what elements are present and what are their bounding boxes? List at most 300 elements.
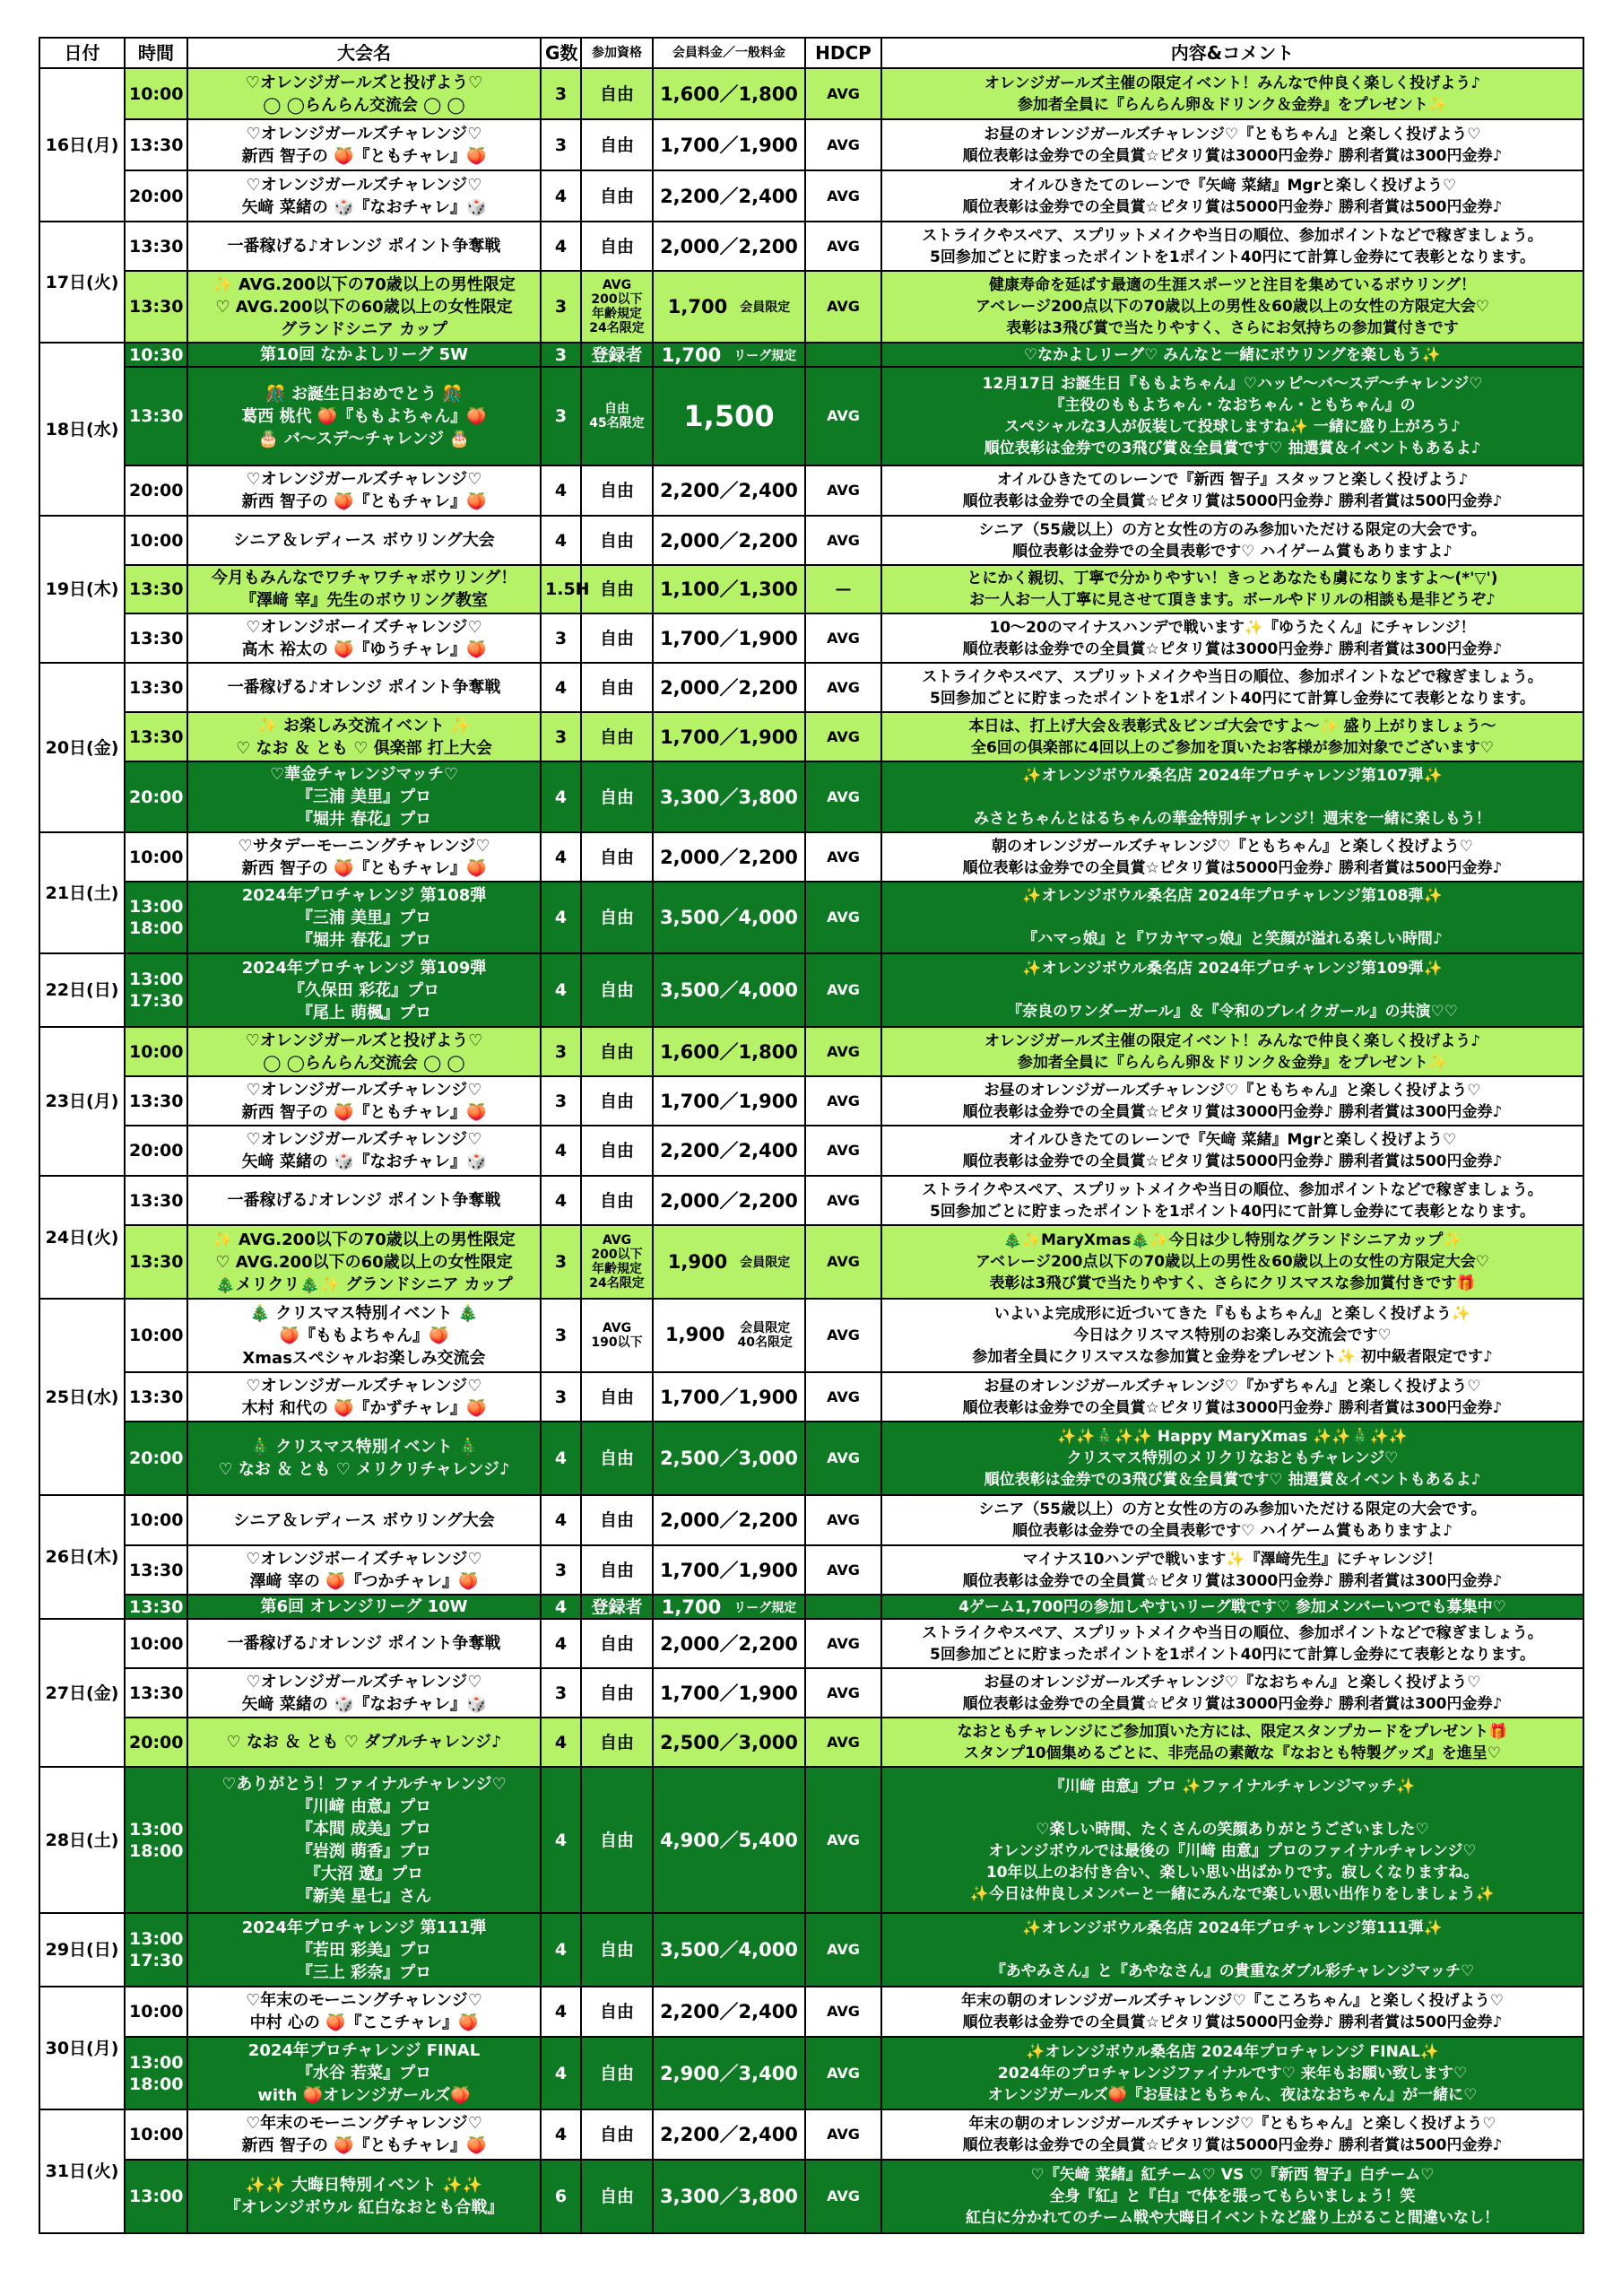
comment-line: 順位表彰は金券での全員賞☆ピタリ賞は5000円金券♪ 勝利者賞は500円金券♪ bbox=[962, 1152, 1503, 1170]
comment-line: ✨今日は仲良しメンバーと一緒にみんなで楽しい思い出作りをしましょう✨ bbox=[969, 1884, 1496, 1903]
qual-line: 自由 bbox=[599, 481, 634, 500]
event-row bbox=[39, 1767, 1583, 1913]
event-name bbox=[187, 2109, 541, 2160]
time-line: 13:30 bbox=[129, 1252, 184, 1272]
qual-line: 自由 bbox=[599, 83, 634, 104]
event-name bbox=[187, 1668, 541, 1718]
comment-line: 紅白に分かれてのチーム戦や大晦日イベントなど盛り上がること間違いなし！ bbox=[966, 2209, 1499, 2227]
event-hdcp: AVG bbox=[805, 1619, 881, 1668]
event-comment bbox=[881, 882, 1583, 953]
name-line: ♡ AVG.200以下の60歳以上の女性限定 bbox=[215, 297, 513, 317]
comment-line: いよいよ完成形に近づいてきた『ももよちゃん』と楽しく投げよう✨ bbox=[993, 1305, 1471, 1323]
event-hdcp: AVG bbox=[805, 1913, 881, 1987]
event-name bbox=[187, 343, 541, 367]
event-hdcp: AVG bbox=[805, 2037, 881, 2109]
name-line: ♡オレンジガールズと投げよう♡ bbox=[245, 73, 483, 92]
fee-note-line: 会員限定 bbox=[740, 1256, 791, 1270]
fee-line: 3,300／3,800 bbox=[660, 2186, 798, 2207]
event-qualification bbox=[581, 2109, 653, 2160]
name-line: 矢﨑 菜緒の 🎲『なおチャレ』🎲 bbox=[241, 1152, 487, 1171]
event-hdcp: AVG bbox=[805, 1372, 881, 1422]
event-qualification bbox=[581, 1913, 653, 1987]
day-label: 29日(日) bbox=[39, 1913, 125, 1987]
comment-line: スペシャルな3人が仮装して投球しますね✨ 一緒に盛り上がろう♪ bbox=[1004, 418, 1461, 436]
qual-line: 自由 bbox=[599, 236, 634, 257]
comment-line bbox=[886, 787, 1579, 808]
header-fee: 会員料金／一般料金 bbox=[653, 38, 805, 68]
event-games: 3 bbox=[541, 1668, 581, 1718]
event-comment bbox=[881, 465, 1583, 516]
qual-line: 45名限定 bbox=[589, 416, 645, 430]
event-hdcp: AVG bbox=[805, 1718, 881, 1767]
name-line: 一番稼げる♪オレンジ ポイント争奪戦 bbox=[227, 1191, 501, 1210]
event-comment bbox=[881, 1913, 1583, 1987]
event-time bbox=[125, 170, 187, 222]
event-qualification bbox=[581, 1545, 653, 1595]
event-time bbox=[125, 1027, 187, 1076]
event-name bbox=[187, 832, 541, 882]
name-line: ♡年末のモーニングチャレンジ♡ bbox=[246, 2114, 482, 2133]
event-name bbox=[187, 2160, 541, 2233]
event-row bbox=[39, 170, 1583, 222]
comment-line: オイルひきたてのレーンで『矢﨑 菜緒』Mgrと楽しく投げよう♡ bbox=[1008, 176, 1457, 195]
name-line: with 🍑オレンジガールズ🍑 bbox=[257, 2086, 471, 2105]
event-qualification bbox=[581, 565, 653, 613]
name-line: 2024年プロチャレンジ FINAL bbox=[247, 2041, 481, 2060]
event-qualification bbox=[581, 1987, 653, 2037]
fee-note bbox=[740, 1256, 790, 1270]
day-label: 19日(木) bbox=[39, 516, 125, 663]
time-line: 10:00 bbox=[129, 2125, 184, 2144]
comment-line: お昼のオレンジガールズチャレンジ♡『かずちゃん』と楽しく投げよう♡ bbox=[984, 1377, 1481, 1396]
day-label: 31日(火) bbox=[39, 2109, 125, 2233]
event-comment bbox=[881, 1076, 1583, 1126]
event-qualification bbox=[581, 953, 653, 1027]
event-hdcp bbox=[805, 343, 881, 367]
name-line: ♡オレンジガールズチャレンジ♡ bbox=[246, 1376, 482, 1396]
name-line: ♡オレンジボーイズチャレンジ♡ bbox=[246, 1549, 482, 1569]
time-line: 10:00 bbox=[129, 847, 184, 867]
event-name bbox=[187, 367, 541, 465]
qual-line: 自由 bbox=[599, 2187, 634, 2206]
event-qualification bbox=[581, 1299, 653, 1372]
event-time bbox=[125, 68, 187, 119]
comment-line: 年末の朝のオレンジガールズチャレンジ♡『ともちゃん』と楽しく投げよう♡ bbox=[968, 2115, 1496, 2133]
day-label: 16日(月) bbox=[39, 68, 125, 222]
event-qualification bbox=[581, 222, 653, 271]
qual-line: 自由 bbox=[599, 2002, 634, 2022]
qual-line: 年齢規定 bbox=[592, 307, 642, 321]
event-row bbox=[39, 761, 1583, 832]
event-time bbox=[125, 2109, 187, 2160]
event-hdcp: AVG bbox=[805, 1126, 881, 1176]
event-qualification bbox=[581, 663, 653, 712]
qual-line: 自由 bbox=[599, 726, 634, 747]
comment-line: 順位表彰は金券での3飛び賞＆全員賞です♡ 抽選賞＆イベントもあるよ♪ bbox=[984, 439, 1481, 457]
name-line: 『岩渕 萌香』プロ bbox=[296, 1841, 432, 1861]
time-line: 13:30 bbox=[129, 726, 184, 747]
event-row bbox=[39, 1176, 1583, 1225]
name-line: 『川﨑 由意』プロ bbox=[296, 1796, 432, 1816]
event-row bbox=[39, 613, 1583, 663]
comment-line: マイナス10ハンデで戦います✨『澤﨑先生』にチャレンジ！ bbox=[1022, 1550, 1443, 1569]
event-time bbox=[125, 465, 187, 516]
fee-line: 3,500／4,000 bbox=[660, 1939, 798, 1961]
fee-line: 2,000／2,200 bbox=[660, 235, 798, 257]
qual-line: 自由 bbox=[599, 1560, 634, 1580]
comment-line: 全身『紅』と『白』で体を張ってもらいましょう！笑 bbox=[1049, 2187, 1416, 2205]
name-line: 新西 智子の 🍑『ともチャレ』🍑 bbox=[241, 858, 487, 878]
event-games: 4 bbox=[541, 663, 581, 712]
event-fee bbox=[653, 367, 805, 465]
qual-line: 自由 bbox=[599, 135, 634, 155]
event-row bbox=[39, 1027, 1583, 1076]
event-hdcp: AVG bbox=[805, 119, 881, 170]
event-qualification bbox=[581, 761, 653, 832]
name-line: ✨ お楽しみ交流イベント ✨ bbox=[257, 716, 471, 735]
comment-line: 10～20のマイナスハンデで戦います✨『ゆうたくん』にチャレンジ！ bbox=[989, 618, 1476, 637]
comment-line: オレンジガールズ主催の限定イベント！みんなで仲良く楽しく投げよう♪ bbox=[984, 74, 1481, 92]
event-fee bbox=[653, 1668, 805, 1718]
event-comment bbox=[881, 170, 1583, 222]
event-hdcp: AVG bbox=[805, 613, 881, 663]
day-label: 30日(月) bbox=[39, 1987, 125, 2109]
header-name: 大会名 bbox=[187, 38, 541, 68]
event-games: 4 bbox=[541, 516, 581, 565]
event-time bbox=[125, 1913, 187, 1987]
event-fee bbox=[653, 1225, 805, 1299]
event-name bbox=[187, 1372, 541, 1422]
comment-line: シニア（55歳以上）の方と女性の方のみ参加いただける限定の大会です。 bbox=[978, 1500, 1487, 1518]
name-line: 『三浦 美里』プロ bbox=[296, 787, 432, 806]
fee-note-line: 40名限定 bbox=[737, 1335, 793, 1350]
event-time bbox=[125, 1987, 187, 2037]
event-qualification bbox=[581, 832, 653, 882]
time-line: 13:30 bbox=[129, 1683, 184, 1703]
event-time bbox=[125, 1225, 187, 1299]
event-row bbox=[39, 1126, 1583, 1176]
event-row bbox=[39, 1422, 1583, 1495]
event-hdcp: AVG bbox=[805, 761, 881, 832]
schedule-sheet bbox=[39, 37, 1583, 2234]
event-fee bbox=[653, 1422, 805, 1495]
event-name bbox=[187, 271, 541, 343]
qual-line: 自由 bbox=[599, 186, 634, 206]
event-hdcp: ― bbox=[805, 565, 881, 613]
event-qualification bbox=[581, 1225, 653, 1299]
event-time bbox=[125, 663, 187, 712]
event-qualification bbox=[581, 1767, 653, 1913]
event-qualification bbox=[581, 613, 653, 663]
name-line: 🎄 クリスマス特別イベント 🎄 bbox=[249, 1303, 479, 1323]
name-line: ♡サタデーモーニングチャレンジ♡ bbox=[238, 836, 490, 856]
event-time bbox=[125, 2037, 187, 2109]
event-time bbox=[125, 1076, 187, 1126]
event-games: 4 bbox=[541, 1913, 581, 1987]
event-name bbox=[187, 663, 541, 712]
name-line: 🎊 お誕生日おめでとう 🎊 bbox=[265, 384, 463, 404]
comment-line bbox=[886, 1939, 1579, 1961]
time-line: 13:00 bbox=[129, 897, 184, 917]
event-games: 3 bbox=[541, 1372, 581, 1422]
event-time bbox=[125, 271, 187, 343]
event-time bbox=[125, 953, 187, 1027]
qual-line: 自由 bbox=[599, 1510, 634, 1530]
day-label: 22日(日) bbox=[39, 953, 125, 1027]
name-line: 矢﨑 菜緒の 🎲『なおチャレ』🎲 bbox=[241, 197, 487, 217]
name-line: シニア＆レディース ボウリング大会 bbox=[233, 1510, 495, 1530]
name-line: シニア＆レディース ボウリング大会 bbox=[233, 531, 495, 550]
event-name bbox=[187, 1299, 541, 1372]
time-line: 13:30 bbox=[129, 1387, 184, 1407]
time-line: 20:00 bbox=[129, 1448, 184, 1468]
time-line: 17:30 bbox=[129, 991, 184, 1011]
time-line: 20:00 bbox=[129, 186, 184, 206]
name-line: 『本間 成美』プロ bbox=[296, 1819, 432, 1839]
event-qualification bbox=[581, 516, 653, 565]
event-games: 4 bbox=[541, 2037, 581, 2109]
name-line: 『尾上 萌楓』プロ bbox=[296, 1003, 432, 1022]
event-fee bbox=[653, 119, 805, 170]
comment-line: 『ハマっ娘』と『ワカヤマっ娘』と笑顔が溢れる楽しい時間♪ bbox=[1022, 930, 1443, 948]
event-hdcp: AVG bbox=[805, 882, 881, 953]
comment-line: お昼のオレンジガールズチャレンジ♡『ともちゃん』と楽しく投げよう♡ bbox=[984, 1081, 1481, 1100]
event-time bbox=[125, 565, 187, 613]
time-line: 13:00 bbox=[129, 970, 184, 989]
fee-note bbox=[740, 300, 790, 315]
time-line: 17:30 bbox=[129, 1951, 184, 1970]
comment-line: 全6回の倶楽部に4回以上のご参加を頂いたお客様が参加対象でございます♡ bbox=[971, 738, 1494, 757]
comment-line: 順位表彰は金券での全員賞☆ピタリ賞は5000円金券♪ 勝利者賞は500円金券♪ bbox=[962, 2136, 1503, 2154]
event-name bbox=[187, 2037, 541, 2109]
comment-line: 5回参加ごとに貯まったポイントを1ポイント40円にて計算し金券にて表彰となります。 bbox=[930, 1202, 1535, 1221]
qual-line: 登録者 bbox=[591, 344, 643, 365]
event-time bbox=[125, 761, 187, 832]
event-games: 3 bbox=[541, 1545, 581, 1595]
event-games: 3 bbox=[541, 712, 581, 761]
event-comment bbox=[881, 1668, 1583, 1718]
event-fee bbox=[653, 761, 805, 832]
name-line: 『三浦 美里』プロ bbox=[296, 908, 432, 927]
event-time bbox=[125, 1619, 187, 1668]
comment-line: アベレージ200点以下の70歳以上の男性＆60歳以上の女性の方限定大会♡ bbox=[975, 298, 1490, 316]
fee-line: 2,500／3,000 bbox=[660, 1731, 798, 1753]
fee-line: 1,700／1,900 bbox=[660, 1559, 798, 1581]
event-name bbox=[187, 222, 541, 271]
event-name bbox=[187, 1767, 541, 1913]
comment-line: 2024年のプロチャレンジファイナルです♡ 来年もお願い致します♡ bbox=[997, 2064, 1468, 2083]
header-row bbox=[39, 38, 1583, 68]
event-qualification bbox=[581, 712, 653, 761]
event-hdcp: AVG bbox=[805, 1225, 881, 1299]
event-fee bbox=[653, 68, 805, 119]
fee-note bbox=[733, 1601, 796, 1615]
event-fee bbox=[653, 832, 805, 882]
comment-line: 年末の朝のオレンジガールズチャレンジ♡『こころちゃん』と楽しく投げよう♡ bbox=[960, 1992, 1505, 2010]
comment-line: アベレージ200点以下の70歳以上の男性＆60歳以上の女性の方限定大会♡ bbox=[975, 1253, 1490, 1271]
name-line: 一番稼げる♪オレンジ ポイント争奪戦 bbox=[227, 1634, 501, 1653]
event-games: 4 bbox=[541, 1126, 581, 1176]
event-fee bbox=[653, 465, 805, 516]
event-name bbox=[187, 761, 541, 832]
event-time bbox=[125, 882, 187, 953]
day-label: 28日(土) bbox=[39, 1767, 125, 1913]
event-row bbox=[39, 1225, 1583, 1299]
event-fee bbox=[653, 663, 805, 712]
time-line: 20:00 bbox=[129, 1732, 184, 1752]
qual-line: 自由 bbox=[599, 1041, 634, 1062]
event-games: 4 bbox=[541, 170, 581, 222]
name-line: 澤﨑 宰の 🍑『つかチャレ』🍑 bbox=[249, 1571, 479, 1591]
qual-line: 自由 bbox=[599, 628, 634, 648]
event-games: 1.5H bbox=[541, 565, 581, 613]
day-label: 26日(木) bbox=[39, 1495, 125, 1619]
event-games: 4 bbox=[541, 1718, 581, 1767]
event-fee bbox=[653, 1372, 805, 1422]
name-line: ♡ありがとう！ファイナルチャレンジ♡ bbox=[221, 1774, 507, 1794]
event-name bbox=[187, 68, 541, 119]
qual-line: 自由 bbox=[599, 1830, 634, 1850]
name-line: 『オレンジボウル 紅白なおとも合戦』 bbox=[224, 2198, 504, 2217]
event-fee bbox=[653, 712, 805, 761]
name-line: 『大沼 遼』プロ bbox=[304, 1864, 424, 1883]
qual-line: 自由 bbox=[604, 402, 629, 416]
name-line: ✨ AVG.200以下の70歳以上の男性限定 bbox=[213, 1230, 516, 1249]
event-hdcp: AVG bbox=[805, 1299, 881, 1372]
event-fee bbox=[653, 1767, 805, 1913]
event-games: 4 bbox=[541, 1422, 581, 1495]
time-line: 13:30 bbox=[129, 579, 184, 599]
event-fee bbox=[653, 343, 805, 367]
event-row bbox=[39, 343, 1583, 367]
time-line: 13:30 bbox=[129, 1560, 184, 1580]
time-line: 18:00 bbox=[129, 918, 184, 938]
event-row bbox=[39, 1299, 1583, 1372]
event-row bbox=[39, 68, 1583, 119]
fee-line: 2,200／2,400 bbox=[660, 2001, 798, 2022]
day-label: 27日(金) bbox=[39, 1619, 125, 1767]
comment-line: ♡『矢﨑 菜緒』紅チーム♡ VS ♡『新西 智子』白チーム♡ bbox=[1030, 2166, 1435, 2184]
fee-line: 2,000／2,200 bbox=[660, 676, 798, 699]
event-qualification bbox=[581, 343, 653, 367]
event-qualification bbox=[581, 1619, 653, 1668]
name-line: ♡ なお ＆ とも ♡ 倶楽部 打上大会 bbox=[236, 738, 492, 758]
comment-line: 順位表彰は金券での全員賞☆ピタリ賞は3000円金券♪ 勝利者賞は300円金券♪ bbox=[962, 1694, 1503, 1713]
fee-main: 1,700 bbox=[661, 1596, 722, 1618]
time-line: 10:30 bbox=[129, 344, 184, 365]
event-fee bbox=[653, 1076, 805, 1126]
event-name bbox=[187, 465, 541, 516]
event-name bbox=[187, 712, 541, 761]
event-name bbox=[187, 1718, 541, 1767]
comment-line: オイルひきたてのレーンで『新西 智子』スタッフと楽しく投げよう♪ bbox=[996, 471, 1469, 489]
event-qualification bbox=[581, 170, 653, 222]
event-time bbox=[125, 119, 187, 170]
comment-line bbox=[886, 979, 1579, 1001]
fee-line: 1,700／1,900 bbox=[660, 1682, 798, 1704]
comment-line: 『川﨑 由意』プロ ✨ファイナルチャレンジマッチ✨ bbox=[1049, 1777, 1416, 1796]
comment-line: ✨オレンジボウル桑名店 2024年プロチャレンジ FINAL✨ bbox=[1026, 2042, 1439, 2061]
name-line: 🎂 バ～スデ～チャレンジ 🎂 bbox=[258, 429, 470, 448]
time-line: 10:00 bbox=[129, 83, 184, 104]
event-time bbox=[125, 1495, 187, 1545]
event-comment bbox=[881, 367, 1583, 465]
event-time bbox=[125, 1422, 187, 1495]
comment-line: スタンプ10個集めるごとに、非売品の素敵な『なおとも特製グッズ』を進呈♡ bbox=[963, 1744, 1502, 1762]
qual-line: 自由 bbox=[599, 530, 634, 551]
event-name bbox=[187, 1126, 541, 1176]
name-line: Xmasスペシャルお楽しみ交流会 bbox=[242, 1348, 486, 1368]
event-hdcp: AVG bbox=[805, 1987, 881, 2037]
event-row bbox=[39, 222, 1583, 271]
event-games: 4 bbox=[541, 1619, 581, 1668]
event-qualification bbox=[581, 2160, 653, 2233]
comment-line: 順位表彰は金券での全員賞☆ピタリ賞は3000円金券♪ 勝利者賞は300円金券♪ bbox=[962, 1102, 1503, 1121]
fee-line: 2,000／2,200 bbox=[660, 1189, 798, 1212]
comment-line: 表彰は3飛び賞で当たりやすく、さらにクリスマスな参加賞付きです🎁 bbox=[989, 1274, 1476, 1292]
event-row bbox=[39, 882, 1583, 953]
comment-line: 参加者全員に『らんらん卵＆ドリンク＆金券』をプレゼント✨ bbox=[1017, 1053, 1448, 1072]
time-line: 13:30 bbox=[129, 236, 184, 257]
schedule-body bbox=[39, 68, 1583, 2233]
day-label: 25日(水) bbox=[39, 1299, 125, 1495]
time-line: 13:30 bbox=[129, 677, 184, 698]
event-comment bbox=[881, 1176, 1583, 1225]
event-name bbox=[187, 1225, 541, 1299]
name-line: 新西 智子の 🍑『ともチャレ』🍑 bbox=[241, 146, 487, 166]
event-qualification bbox=[581, 465, 653, 516]
event-row bbox=[39, 516, 1583, 565]
comment-line: 12月17日 お誕生日『ももよちゃん』♡ハッピ～バ～スデ～チャレンジ♡ bbox=[982, 375, 1483, 393]
header-qualification: 参加資格 bbox=[581, 38, 653, 68]
event-games: 3 bbox=[541, 343, 581, 367]
event-comment bbox=[881, 1987, 1583, 2037]
comment-line: ♡楽しい時間、たくさんの笑顔ありがとうございました♡ bbox=[1036, 1820, 1429, 1839]
event-fee bbox=[653, 1913, 805, 1987]
fee-main: 1,700 bbox=[667, 296, 728, 317]
event-row bbox=[39, 1668, 1583, 1718]
name-line: 2024年プロチャレンジ 第108弾 bbox=[241, 885, 487, 905]
time-line: 10:00 bbox=[129, 1633, 184, 1654]
event-qualification bbox=[581, 1372, 653, 1422]
event-fee bbox=[653, 222, 805, 271]
time-line: 10:00 bbox=[129, 1510, 184, 1530]
event-fee bbox=[653, 1027, 805, 1076]
event-hdcp: AVG bbox=[805, 832, 881, 882]
name-line: 一番稼げる♪オレンジ ポイント争奪戦 bbox=[227, 678, 501, 697]
event-fee bbox=[653, 1595, 805, 1619]
day-label: 23日(月) bbox=[39, 1027, 125, 1176]
qual-line: 年齢規定 bbox=[592, 1262, 642, 1276]
event-hdcp: AVG bbox=[805, 516, 881, 565]
name-line: 『澤﨑 宰』先生のボウリング教室 bbox=[240, 591, 488, 610]
event-games: 4 bbox=[541, 761, 581, 832]
name-line: ♡オレンジガールズチャレンジ♡ bbox=[246, 124, 482, 144]
event-name bbox=[187, 1495, 541, 1545]
event-fee bbox=[653, 1176, 805, 1225]
fee-line: 1,700／1,900 bbox=[660, 1386, 798, 1408]
name-line: グランドシニア カップ bbox=[280, 319, 448, 339]
name-line: ♡オレンジガールズチャレンジ♡ bbox=[246, 1130, 482, 1149]
event-games: 3 bbox=[541, 68, 581, 119]
fee-line: 2,000／2,200 bbox=[660, 846, 798, 868]
qual-line: 200以下 bbox=[591, 1248, 643, 1262]
event-fee bbox=[653, 953, 805, 1027]
event-games: 4 bbox=[541, 222, 581, 271]
event-time bbox=[125, 1126, 187, 1176]
fee-note-line: 会員限定 bbox=[740, 300, 791, 315]
fee-line: 2,200／2,400 bbox=[660, 1140, 798, 1161]
